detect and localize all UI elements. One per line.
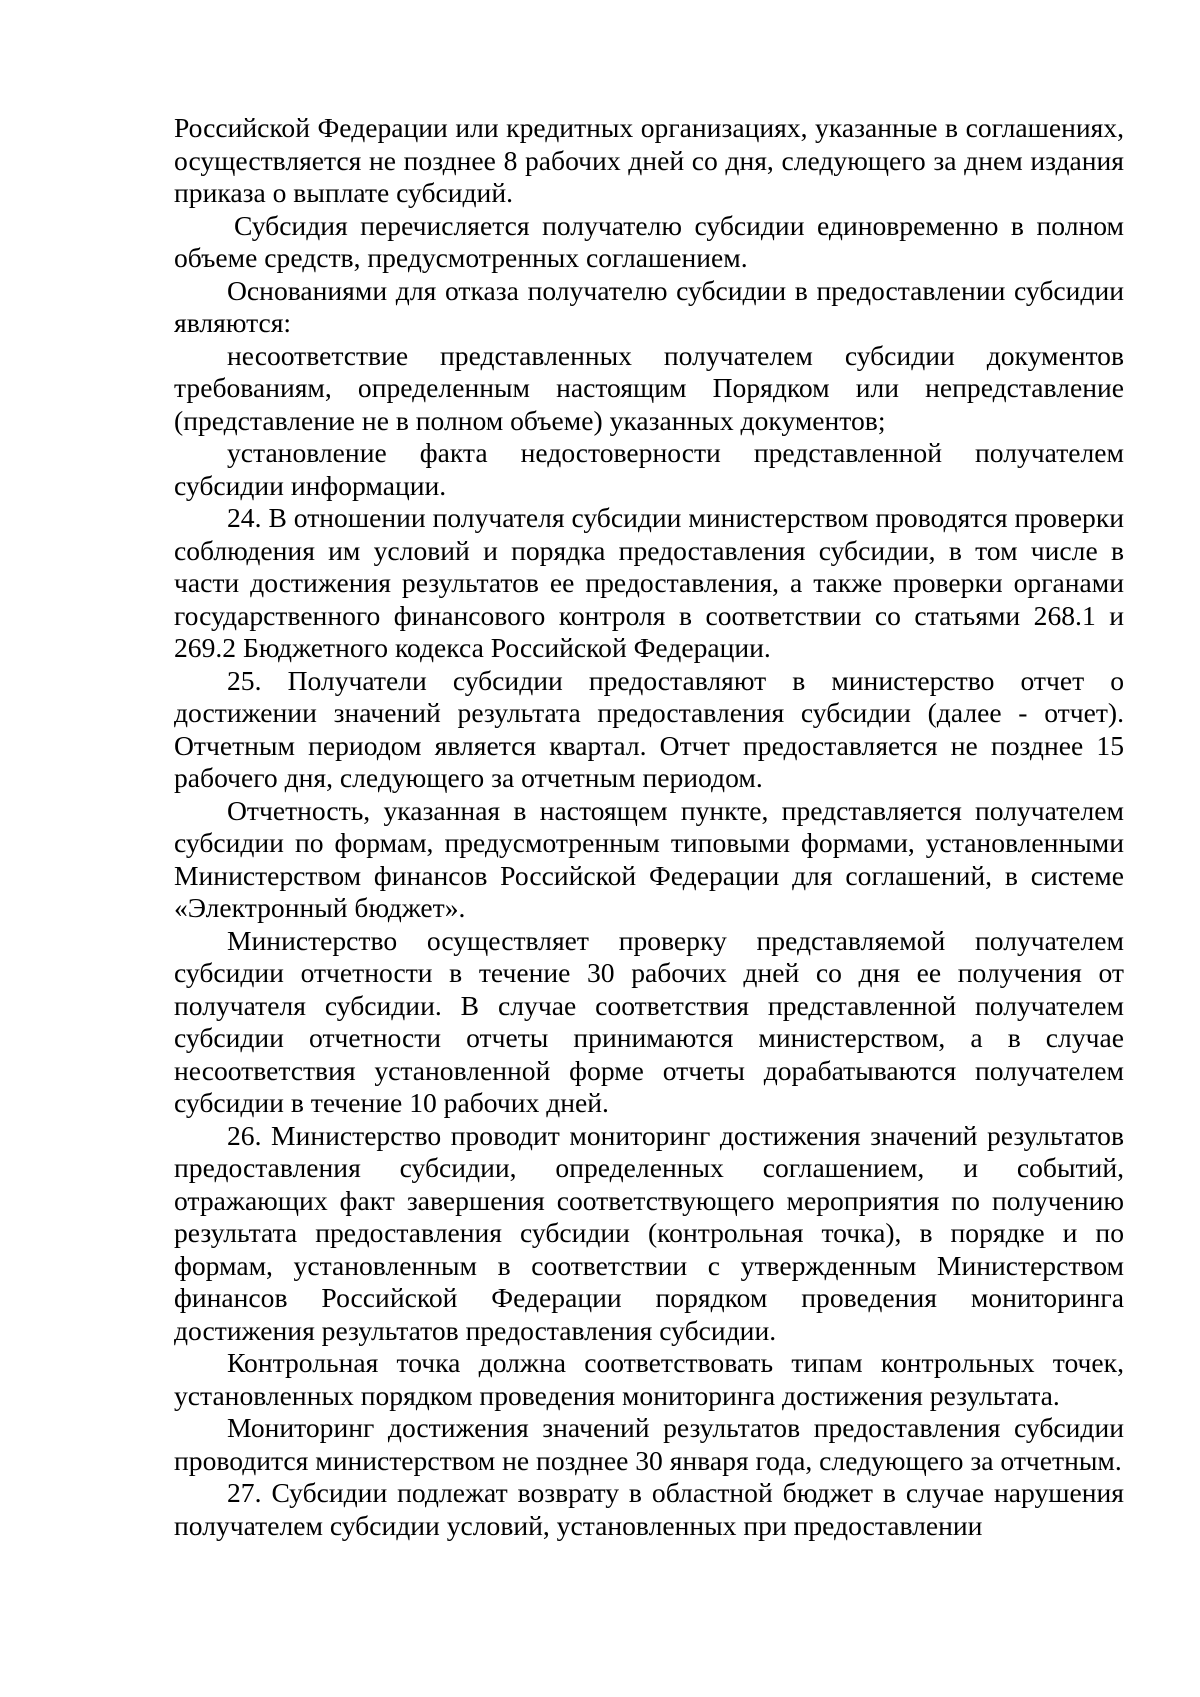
- paragraph-25: 25. Получатели субсидии предоставляют в министерство отчет о достижении значений результата предоставления субсидии (далее - отчет). Отчетным периодом является квартал. Отчет предоставляется не позднее 15 рабочего дня, следующего за отчетным периодом.: [174, 664, 1124, 793]
- paragraph-reporting-forms: Отчетность, указанная в настоящем пункте, представляется получателем субсидии по формам, предусмотренным типовыми формами, установленными Министерством финансов Российской Федерации для соглашений, в системе «Электронный бюджет».: [174, 794, 1124, 923]
- paragraph-monitoring: Мониторинг достижения значений результатов предоставления субсидии проводится министерством не позднее 30 января года, следующего за отчетным.: [174, 1412, 1124, 1476]
- paragraph-refusal-grounds: Основаниями для отказа получателю субсидии в предоставлении субсидии являются:: [174, 274, 1124, 338]
- paragraph-24: 24. В отношении получателя субсидии министерством проводятся проверки соблюдения им условий и порядка предоставления субсидии, в том числе в части достижения результатов ее предоставления, а также проверки органами государственного финансового контроля в соответствии со статьями 268.1 и 269.2 Бюджетного кодекса Российской Федерации.: [174, 502, 1124, 663]
- paragraph-control-point: Контрольная точка должна соответствовать типам контрольных точек, установленных порядком проведения мониторинга достижения результата.: [174, 1347, 1124, 1411]
- paragraph-continuation: Российской Федерации или кредитных организациях, указанные в соглашениях, осуществляется не позднее 8 рабочих дней со дня, следующего за днем издания приказа о выплате субсидий.: [174, 112, 1124, 208]
- paragraph-report-check: Министерство осуществляет проверку представляемой получателем субсидии отчетности в течение 30 рабочих дней со дня ее получения от получателя субсидии. В случае соответствия представленной получателем субсидии отчетности отчеты принимаются министерством, а в случае несоответствия установленной форме отчеты дорабатываются получателем субсидии в течение 10 рабочих дней.: [174, 924, 1124, 1118]
- paragraph-26: 26. Министерство проводит мониторинг достижения значений результатов предоставления субсидии, определенных соглашением, и событий, отражающих факт завершения соответствующего мероприятия по получению результата предоставления субсидии (контрольная точка), в порядке и по формам, установленным в соответствии с утвержденным Министерством финансов Российской Федерации порядком проведения мониторинга достижения результатов предоставления субсидии.: [174, 1119, 1124, 1346]
- paragraph-refusal-item-1: несоответствие представленных получателем субсидии документов требованиям, определенным настоящим Порядком или непредставление (представление не в полном объеме) указанных документов;: [174, 339, 1124, 436]
- paragraph-27: 27. Субсидии подлежат возврату в областной бюджет в случае нарушения получателем субсидии условий, установленных при предоставлении: [174, 1477, 1124, 1541]
- paragraph-subsidy-transfer: Субсидия перечисляется получателю субсидии единовременно в полном объеме средств, предусмотренных соглашением.: [174, 209, 1124, 273]
- paragraph-refusal-item-2: установление факта недостоверности представленной получателем субсидии информации.: [174, 437, 1124, 501]
- document-page: [174, 112, 1124, 1542]
